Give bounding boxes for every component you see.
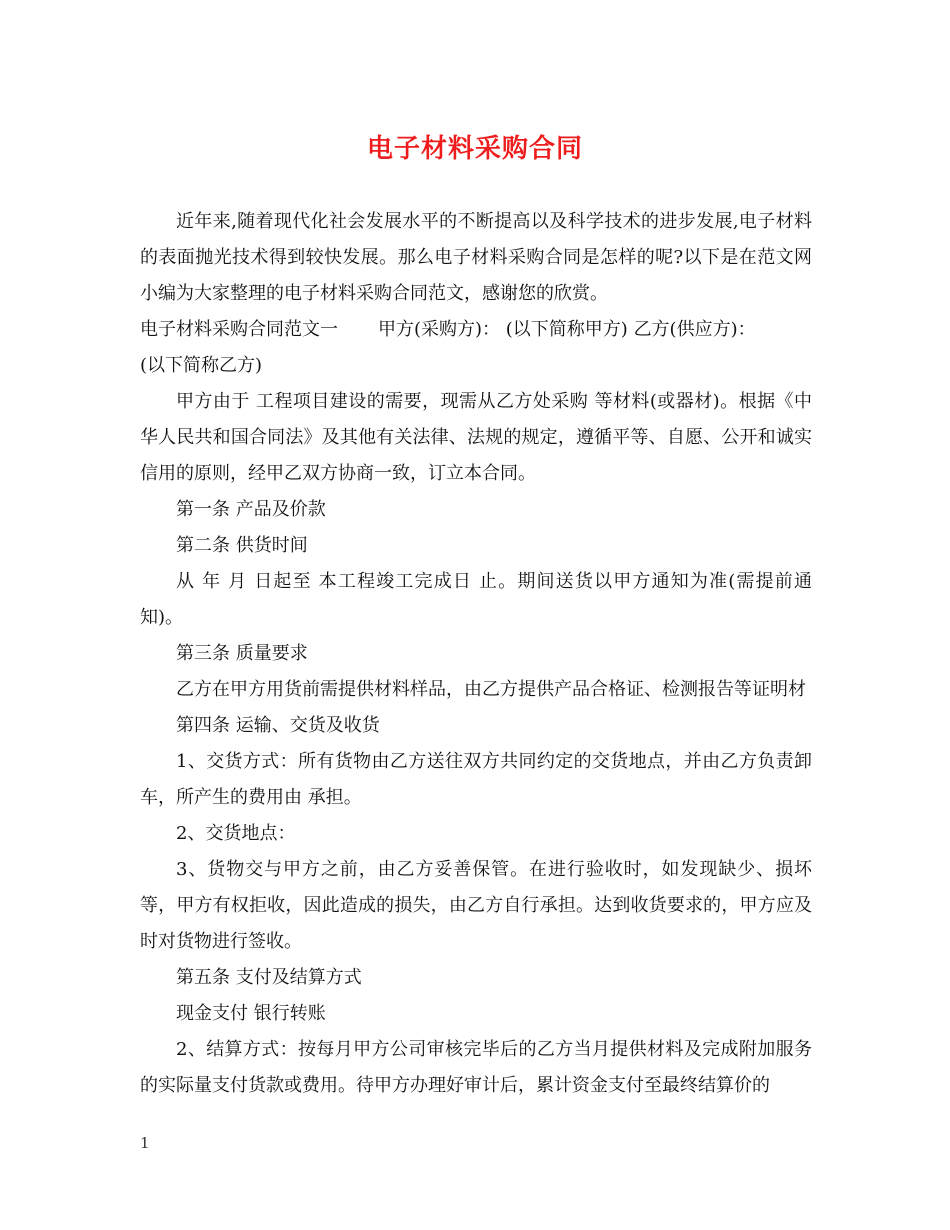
document-body (140, 204, 812, 1104)
settlement-paragraph: 2、结算方式：按每月甲方公司审核完毕后的乙方当月提供材料及完成附加服务的实际量支付货款或费用。待甲方办理好审计后，累计资金支付至最终结算价的 (140, 1039, 812, 1096)
sample-label: 电子材料采购合同范文一 (140, 319, 338, 340)
party-a-label: 甲方(采购方)： (378, 319, 501, 340)
preamble-paragraph: 甲方由于 工程项目建设的需要，现需从乙方处采购 等材料(或器材)。根据《中华人民共和国合同法》及其他有关法律、法规的规定，遵循平等、自愿、公开和诚实信用的原则，经甲乙双方协商一致，订立本合同。 (140, 391, 812, 484)
supply-time-paragraph: 从 年 月 日起至 本工程竣工完成日 止。期间送货以甲方通知为准(需提前通知)。 (140, 571, 812, 628)
page-number: 1 (140, 1134, 150, 1152)
party-b-label: 乙方(供应方)： (633, 319, 756, 340)
quality-paragraph: 乙方在甲方用货前需提供材料样品，由乙方提供产品合格证、检测报告等证明材 (176, 679, 806, 700)
payment-method-paragraph: 现金支付 银行转账 (176, 1003, 326, 1024)
article-4-heading: 第四条 运输、交货及收货 (176, 715, 380, 736)
article-5-heading: 第五条 支付及结算方式 (176, 967, 362, 988)
article-3-heading: 第三条 质量要求 (176, 643, 308, 664)
delivery-location-paragraph: 2、交货地点： (176, 823, 296, 844)
goods-custody-paragraph: 3、货物交与甲方之前，由乙方妥善保管。在进行验收时，如发现缺少、损坏等，甲方有权拒收，因此造成的损失，由乙方自行承担。达到收货要求的，甲方应及时对货物进行签收。 (140, 859, 812, 952)
article-2-heading: 第二条 供货时间 (176, 535, 308, 556)
party-b-abbr: (以下简称乙方) (140, 355, 263, 376)
party-a-abbr: (以下简称甲方) (505, 319, 628, 340)
intro-paragraph: 近年来,随着现代化社会发展水平的不断提高以及科学技术的进步发展,电子材料的表面抛光技术得到较快发展。那么电子材料采购合同是怎样的呢?以下是在范文网小编为大家整理的电子材料采购合同范文，感谢您的欣赏。 (140, 211, 812, 304)
document-title: 电子材料采购合同 (366, 134, 583, 164)
delivery-method-paragraph: 1、交货方式：所有货物由乙方送往双方共同约定的交货地点，并由乙方负责卸车，所产生的费用由 承担。 (140, 751, 812, 808)
article-1-heading: 第一条 产品及价款 (176, 499, 326, 520)
party-line (140, 312, 812, 348)
